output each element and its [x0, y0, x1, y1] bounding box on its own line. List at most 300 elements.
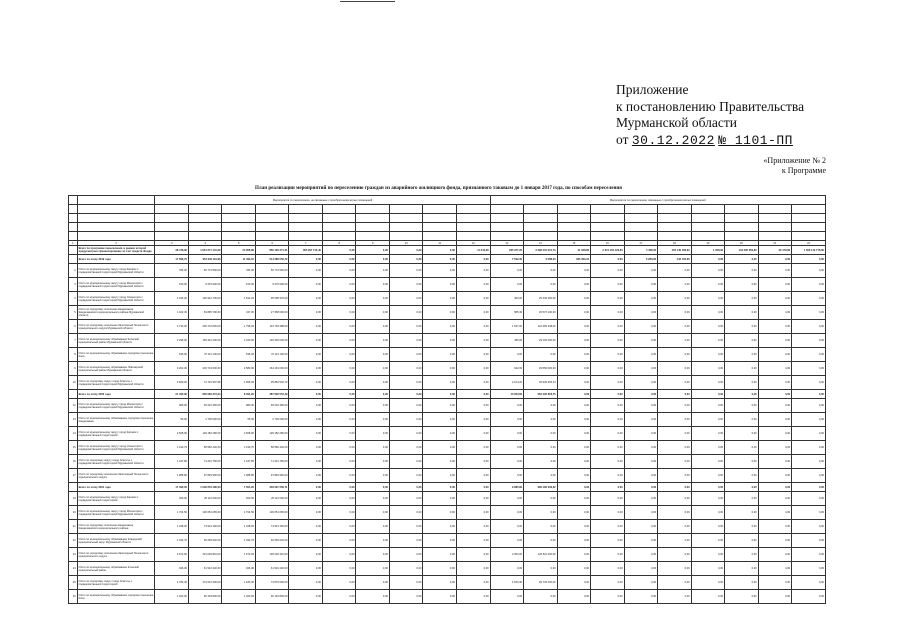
value-cell: 1 048 279 496,03 — [188, 483, 222, 492]
value-cell: 0,00 — [725, 320, 759, 334]
header-subcell — [155, 223, 189, 232]
value-cell: 0,00 — [624, 362, 658, 376]
value-cell: 0,00 — [658, 427, 692, 441]
value-cell: 150,00 — [155, 278, 189, 292]
header-subcell — [255, 223, 289, 232]
value-cell: 1 590 143 776,60 — [792, 246, 826, 255]
value-cell: 2 828,90 — [222, 427, 256, 441]
value-cell: 403,00 — [490, 292, 524, 306]
value-cell: 0,00 — [725, 306, 759, 320]
value-cell: 0,00 — [557, 506, 591, 520]
table-row — [69, 520, 826, 534]
value-cell: 0,00 — [658, 306, 692, 320]
value-cell: 113 793 488,00 — [255, 320, 289, 334]
value-cell: 0,00 — [456, 427, 490, 441]
value-cell: 0,00 — [423, 292, 457, 306]
row-index-cell: 26 — [69, 590, 78, 604]
header-cell-name — [77, 196, 155, 205]
value-cell: 0,00 — [524, 348, 558, 362]
value-cell: 37 113 100,00 — [188, 348, 222, 362]
value-cell: 0,00 — [591, 576, 625, 590]
value-cell: 0,00 — [557, 469, 591, 483]
table-row — [69, 255, 826, 264]
value-cell: 106 651 065,00 — [188, 506, 222, 520]
value-cell: 0,00 — [524, 455, 558, 469]
value-cell: 2 040,00 — [222, 334, 256, 348]
value-cell: 0,00 — [289, 376, 323, 390]
value-cell: 0,00 — [356, 534, 390, 548]
value-cell: 0,00 — [691, 320, 725, 334]
value-cell: 11 490,10 — [222, 255, 256, 264]
header-subcell — [591, 223, 625, 232]
value-cell: 0,00 — [758, 376, 792, 390]
table-title: План реализации мероприятий по переселению граждан из аварийного жилищного фонда, признанного таковым до 1 января 2017 года, по способам переселения — [255, 186, 622, 191]
value-cell: 0,00 — [591, 334, 625, 348]
value-cell: 0,00 — [792, 320, 826, 334]
header-subcell — [792, 214, 826, 223]
resettlement-plan-table — [68, 195, 826, 604]
row-name-cell: Всего по этапу 2021 года — [77, 483, 155, 492]
value-cell: 0,00 — [322, 590, 356, 604]
column-number-cell: 2 — [77, 241, 155, 246]
column-number-cell: 21 — [758, 241, 792, 246]
value-cell: 305 297 713,40 — [289, 246, 323, 255]
value-cell: 0,00 — [490, 264, 524, 278]
value-cell: 0,00 — [423, 590, 457, 604]
value-cell: 0,00 — [658, 548, 692, 562]
value-cell: 0,00 — [624, 390, 658, 399]
value-cell: 1 937,00 — [490, 320, 524, 334]
table-row — [69, 278, 826, 292]
value-cell: 0,00 — [557, 348, 591, 362]
value-cell: 0,00 — [456, 413, 490, 427]
value-cell: 0,00 — [591, 292, 625, 306]
row-index-cell: 5 — [69, 306, 78, 320]
value-cell: 0,00 — [725, 520, 759, 534]
value-cell: 74 913 160,00 — [255, 520, 289, 534]
value-cell: 0,00 — [423, 320, 457, 334]
value-cell: 9 379 900,00 — [255, 278, 289, 292]
header-subcell — [389, 205, 423, 214]
value-cell: 0,00 — [423, 520, 457, 534]
value-cell: 0,00 — [356, 562, 390, 576]
value-cell: 0,00 — [289, 255, 323, 264]
row-index-cell: 22 — [69, 534, 78, 548]
scan-top-mark — [340, 0, 395, 2]
value-cell: 1 556,00 — [222, 376, 256, 390]
value-cell: 0,00 — [591, 483, 625, 492]
value-cell: 0,00 — [792, 455, 826, 469]
value-cell: 0,00 — [691, 390, 725, 399]
value-cell: 1 023,00 — [222, 590, 256, 604]
value-cell: 478 149 189,60 — [658, 246, 692, 255]
value-cell: 946,00 — [155, 562, 189, 576]
value-cell: 61 522 440,00 — [188, 562, 222, 576]
value-cell: 0,00 — [490, 427, 524, 441]
appendix-line-2: к Программе — [781, 166, 826, 175]
row-name-cell: Итого по городскому поселению Заполярный Печенгского муниципального округа — [77, 469, 155, 483]
value-cell: 26 112 000,00 — [188, 492, 222, 506]
value-cell: 0,00 — [691, 334, 725, 348]
value-cell: 0,00 — [389, 483, 423, 492]
value-cell: 0,00 — [456, 455, 490, 469]
value-cell: 0,00 — [322, 562, 356, 576]
value-cell: 0,00 — [758, 548, 792, 562]
value-cell: 0,00 — [557, 306, 591, 320]
value-cell: 0,00 — [591, 469, 625, 483]
value-cell: 99 733 400,00 — [524, 576, 558, 590]
value-cell: 0,00 — [524, 278, 558, 292]
value-cell: 1 447,80 — [155, 455, 189, 469]
value-cell: 0,00 — [557, 427, 591, 441]
header-subcell — [255, 214, 289, 223]
value-cell: 0,00 — [725, 534, 759, 548]
header-group-no-purchase: Мероприятия по переселению, не связанные с приобретением жилых помещений — [155, 196, 490, 205]
value-cell: 0,00 — [557, 334, 591, 348]
value-cell: 0,00 — [557, 413, 591, 427]
value-cell: 514 289 556,72 — [255, 255, 289, 264]
value-cell: 236 176 836,00 — [188, 320, 222, 334]
value-cell: 33 479,80 — [758, 246, 792, 255]
value-cell: 0,00 — [322, 534, 356, 548]
value-cell: 0,00 — [456, 562, 490, 576]
header-subcell — [423, 232, 457, 241]
value-cell: 66 163 800,00 — [255, 590, 289, 604]
value-cell: 0,00 — [691, 348, 725, 362]
value-cell: 0,00 — [490, 399, 524, 413]
value-cell: 0,00 — [389, 292, 423, 306]
resolution-header — [616, 82, 804, 149]
row-name-cell: Итого по муниципальному образованию городское поселение Кола — [77, 590, 155, 604]
value-cell: 63 895 790,00 — [188, 306, 222, 320]
value-cell: 0,00 — [557, 548, 591, 562]
column-number-cell: 7 — [289, 241, 323, 246]
value-cell: 7 504,20 — [222, 483, 256, 492]
value-cell: 159 442 200,00 — [188, 334, 222, 348]
value-cell: 0,00 — [490, 590, 524, 604]
value-cell: 58 582 440,00 — [255, 441, 289, 455]
value-cell: 0,00 — [758, 348, 792, 362]
value-cell: 0,00 — [456, 292, 490, 306]
value-cell: 0,00 — [389, 441, 423, 455]
value-cell: 0,00 — [490, 413, 524, 427]
value-cell: 130 336 000,00 — [255, 334, 289, 348]
value-cell: 0,00 — [490, 348, 524, 362]
value-cell: 74 913 160,00 — [188, 520, 222, 534]
table-row — [69, 534, 826, 548]
column-number-cell: 3 — [155, 241, 189, 246]
table-row — [69, 506, 826, 520]
value-cell: 0,00 — [792, 590, 826, 604]
value-cell: 0,00 — [456, 306, 490, 320]
row-index-cell — [69, 390, 78, 399]
value-cell: 0,00 — [356, 427, 390, 441]
value-cell: 36 537 190,00 — [524, 306, 558, 320]
table-row — [69, 306, 826, 320]
value-cell: 0,00 — [322, 576, 356, 590]
value-cell: 0,00 — [322, 548, 356, 562]
table-row — [69, 590, 826, 604]
value-cell: 0,00 — [758, 264, 792, 278]
value-cell: 0,00 — [557, 441, 591, 455]
value-cell: 784,00 — [222, 264, 256, 278]
row-name-cell: Итого по муниципальному образованию городское поселение Кола — [77, 348, 155, 362]
value-cell: 0,00 — [624, 576, 658, 590]
value-cell: 0,00 — [389, 427, 423, 441]
value-cell: 37 113 100,00 — [255, 348, 289, 362]
value-cell: 699 182 236,32 — [524, 483, 558, 492]
value-cell: 0,00 — [557, 390, 591, 399]
value-cell: 0,00 — [591, 427, 625, 441]
value-cell: 0,00 — [356, 413, 390, 427]
header-subcell — [389, 214, 423, 223]
value-cell: 0,00 — [691, 427, 725, 441]
value-cell: 562 492 818,75 — [524, 390, 558, 399]
row-index-cell: 19 — [69, 492, 78, 506]
header-subcell — [691, 214, 725, 223]
header-subcell — [155, 214, 189, 223]
value-cell: 0,00 — [456, 492, 490, 506]
header-subcell — [792, 232, 826, 241]
value-cell: 0,00 — [557, 376, 591, 390]
header-subcell — [188, 232, 222, 241]
header-subcell — [624, 223, 658, 232]
value-cell: 17 490,00 — [155, 483, 189, 492]
value-cell: 0,00 — [423, 492, 457, 506]
value-cell: 0,00 — [456, 255, 490, 264]
header-subcell — [155, 205, 189, 214]
value-cell: 0,00 — [591, 441, 625, 455]
value-cell: 139 182 280,00 — [188, 427, 222, 441]
value-cell: 0,00 — [725, 548, 759, 562]
value-cell: 0,00 — [524, 534, 558, 548]
value-cell: 0,00 — [725, 441, 759, 455]
value-cell: 0,00 — [322, 376, 356, 390]
row-name-cell: Итого по муниципальному округу город Мончегорск с подведомственной территорией Мурманской области — [77, 278, 155, 292]
header-subcell — [69, 232, 78, 241]
value-cell: 1 023,00 — [155, 590, 189, 604]
value-cell: 0,00 — [289, 348, 323, 362]
value-cell: 0,00 — [389, 492, 423, 506]
value-cell: 0,00 — [691, 520, 725, 534]
value-cell: 139 182 280,00 — [255, 427, 289, 441]
value-cell: 0,00 — [389, 390, 423, 399]
header-subcell — [758, 214, 792, 223]
value-cell: 0,00 — [658, 390, 692, 399]
value-cell: 0,00 — [423, 427, 457, 441]
value-cell: 0,00 — [725, 399, 759, 413]
value-cell: 0,00 — [289, 264, 323, 278]
value-cell: 95 508 376,00 — [255, 292, 289, 306]
value-cell: 0,00 — [591, 520, 625, 534]
header-subcell — [69, 214, 78, 223]
value-cell: 0,00 — [322, 469, 356, 483]
row-index-cell: 13 — [69, 413, 78, 427]
row-index-cell: 3 — [69, 278, 78, 292]
value-cell: 1 915,20 — [155, 292, 189, 306]
value-cell: 0,00 — [658, 506, 692, 520]
value-cell: 0,00 — [456, 348, 490, 362]
value-cell: 0,00 — [423, 413, 457, 427]
value-cell: 0,00 — [758, 506, 792, 520]
value-cell: 0,00 — [792, 469, 826, 483]
value-cell: 0,00 — [624, 534, 658, 548]
value-cell: 0,00 — [356, 520, 390, 534]
value-cell: 55,00 — [155, 413, 189, 427]
value-cell: 0,00 — [624, 548, 658, 562]
value-cell: 0,00 — [624, 590, 658, 604]
row-name-cell: Итого по муниципальному образованию Ловозерский муниципальный район Мурманской области — [77, 362, 155, 376]
value-cell: 0,00 — [792, 348, 826, 362]
column-number-cell: 1 — [69, 241, 78, 246]
value-cell: 0,00 — [725, 492, 759, 506]
value-cell: 0,00 — [557, 576, 591, 590]
value-cell: 0,00 — [658, 576, 692, 590]
value-cell: 0,00 — [658, 348, 692, 362]
value-cell: 0,00 — [691, 264, 725, 278]
value-cell: 635,00 — [155, 348, 189, 362]
appendix-line-1: «Приложение № 2 — [763, 156, 826, 165]
value-cell: 0,00 — [591, 278, 625, 292]
header-subcell — [490, 214, 524, 223]
value-cell: 1 183,00 — [222, 576, 256, 590]
table-row — [69, 469, 826, 483]
header-subcell — [758, 223, 792, 232]
row-index-cell: 9 — [69, 362, 78, 376]
value-cell: 3 660,20 — [155, 376, 189, 390]
value-cell: 0,00 — [591, 320, 625, 334]
value-cell: 0,00 — [389, 246, 423, 255]
row-index-cell: 17 — [69, 469, 78, 483]
value-cell: 0,00 — [725, 506, 759, 520]
value-cell: 0,00 — [423, 376, 457, 390]
table-row — [69, 246, 826, 255]
value-cell: 0,00 — [423, 334, 457, 348]
header-subcell — [591, 214, 625, 223]
value-cell: 0,00 — [490, 278, 524, 292]
value-cell: 0,00 — [456, 534, 490, 548]
value-cell: 0,00 — [423, 255, 457, 264]
value-cell: 0,00 — [658, 492, 692, 506]
value-cell: 0,00 — [758, 292, 792, 306]
value-cell: 3 672,60 — [155, 548, 189, 562]
value-cell: 0,00 — [658, 413, 692, 427]
value-cell: 0,00 — [490, 506, 524, 520]
table-row — [69, 376, 826, 390]
value-cell: 27 358 600,00 — [255, 306, 289, 320]
value-cell: 0,00 — [624, 520, 658, 534]
header-subcell — [658, 205, 692, 214]
value-cell: 72 791 997,96 — [188, 376, 222, 390]
column-number-cell: 20 — [725, 241, 759, 246]
value-cell: 0,00 — [792, 362, 826, 376]
column-number-cell: 9 — [356, 241, 390, 246]
value-cell: 635,00 — [222, 348, 256, 362]
header-subcell — [423, 223, 457, 232]
value-cell: 0,00 — [490, 520, 524, 534]
header-subcell — [524, 232, 558, 241]
value-cell: 4 468,30 — [624, 246, 658, 255]
value-cell: 0,00 — [389, 455, 423, 469]
row-name-cell: Итого по городскому округу город Апатиты с подведомственной территорией Мурманской области — [77, 376, 155, 390]
value-cell: 0,00 — [758, 469, 792, 483]
value-cell: 0,00 — [289, 278, 323, 292]
value-cell: 0,00 — [624, 376, 658, 390]
header-subcell — [524, 223, 558, 232]
value-cell: 0,00 — [524, 427, 558, 441]
table-row — [69, 390, 826, 399]
value-cell: 0,00 — [356, 469, 390, 483]
value-cell: 97 849 960,00 — [255, 469, 289, 483]
value-cell: 120 944 736,00 — [188, 292, 222, 306]
value-cell: 0,00 — [356, 264, 390, 278]
value-cell: 0,00 — [591, 362, 625, 376]
value-cell: 1 796,00 — [222, 320, 256, 334]
value-cell: 0,00 — [658, 334, 692, 348]
value-cell: 0,00 — [356, 348, 390, 362]
header-subcell — [289, 205, 323, 214]
value-cell: 0,00 — [691, 576, 725, 590]
value-cell: 0,00 — [691, 413, 725, 427]
value-cell: 0,00 — [691, 469, 725, 483]
row-name-cell: Итого по городскому округу город Апатиты с подведомственной территорией Мурманской области — [77, 455, 155, 469]
value-cell: 0,00 — [289, 320, 323, 334]
value-cell: 0,00 — [691, 441, 725, 455]
value-cell: 0,00 — [524, 562, 558, 576]
value-cell: 0,00 — [624, 278, 658, 292]
row-name-cell: Итого по муниципальному образованию Кольский муниципальный район — [77, 562, 155, 576]
value-cell: 0,00 — [758, 362, 792, 376]
header-subcell — [557, 223, 591, 232]
value-cell: 0,00 — [322, 413, 356, 427]
header-subcell — [289, 214, 323, 223]
row-index-cell: 7 — [69, 334, 78, 348]
value-cell: 0,00 — [322, 483, 356, 492]
value-cell: 0,00 — [389, 469, 423, 483]
value-cell: 0,00 — [389, 362, 423, 376]
value-cell: 0,00 — [322, 520, 356, 534]
value-cell: 2 000,00 — [490, 548, 524, 562]
value-cell: 0,00 — [322, 306, 356, 320]
header-subcell — [725, 214, 759, 223]
value-cell: 0,00 — [423, 390, 457, 399]
value-cell: 0,00 — [289, 576, 323, 590]
value-cell: 11 243,38 — [456, 246, 490, 255]
value-cell: 0,00 — [456, 399, 490, 413]
value-cell: 0,00 — [758, 576, 792, 590]
value-cell: 1 348,00 — [155, 520, 189, 534]
value-cell: 0,00 — [591, 534, 625, 548]
value-cell: 0,00 — [456, 469, 490, 483]
value-cell: 0,00 — [423, 399, 457, 413]
row-index-cell: 24 — [69, 562, 78, 576]
header-subcell — [289, 232, 323, 241]
value-cell: 0,00 — [725, 264, 759, 278]
value-cell: 1 654 271 131,09 — [188, 246, 222, 255]
table-row — [69, 562, 826, 576]
value-cell: 0,00 — [322, 348, 356, 362]
header-subcell — [423, 214, 457, 223]
value-cell: 25 436 360,00 — [524, 292, 558, 306]
value-cell: 66 259 632,00 — [255, 534, 289, 548]
value-cell: 0,00 — [524, 413, 558, 427]
column-number-cell: 19 — [691, 241, 725, 246]
column-number-cell: 6 — [255, 241, 289, 246]
value-cell: 0,00 — [289, 483, 323, 492]
value-cell: 0,00 — [725, 390, 759, 399]
value-cell: 0,00 — [725, 362, 759, 376]
value-cell: 0,00 — [725, 255, 759, 264]
